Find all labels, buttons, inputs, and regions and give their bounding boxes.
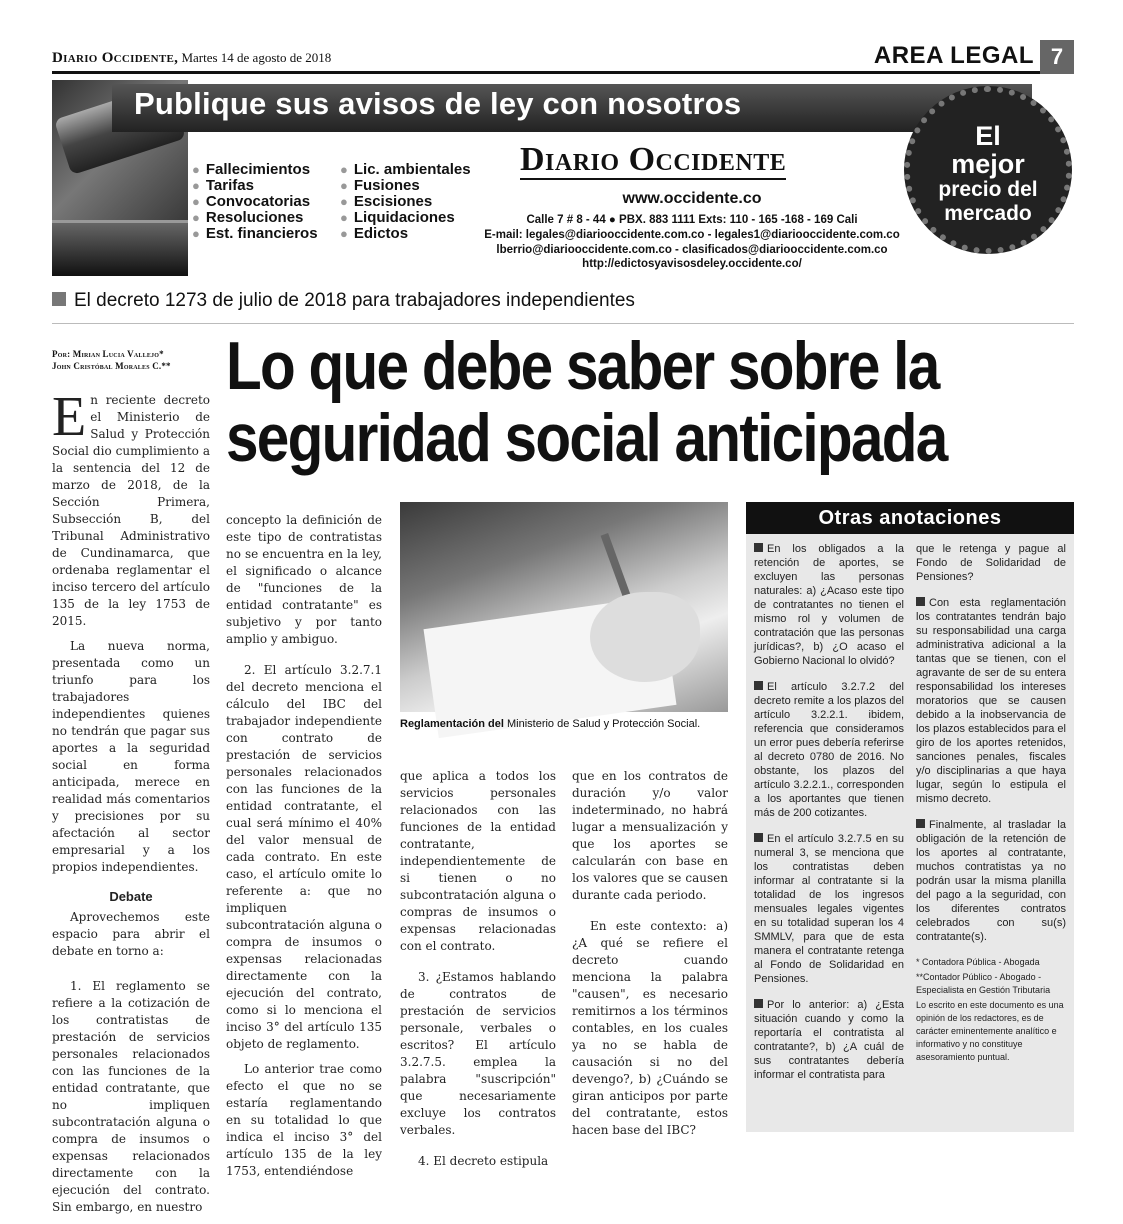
ad-website: www.occidente.co xyxy=(622,190,762,207)
ad-url: http://edictosyavisosdeley.occidente.co/ xyxy=(582,258,802,270)
footnotes xyxy=(916,956,1066,1064)
article-column-4 xyxy=(572,768,728,1147)
seal-line: mejor xyxy=(951,149,1025,179)
square-bullet-icon xyxy=(916,819,925,828)
service-item: ● Fallecimientos xyxy=(192,162,318,178)
square-bullet-icon xyxy=(754,543,763,552)
service-item: ● Tarifas xyxy=(192,178,318,194)
ad-email-2: lberrio@diariooccidente.com.co - clasificados@diariooccidente.com.co xyxy=(496,244,888,256)
sidebar-column-1 xyxy=(754,542,904,1094)
masthead-name: Diario Occidente, xyxy=(52,50,179,66)
service-item: ● Liquidaciones xyxy=(340,210,471,226)
sidebar-paragraph xyxy=(754,998,904,1082)
paragraph: concepto la definición de este tipo de contratistas no se encuentra en la ley, el significado o alcance de "funciones de la entidad contratante" es subjetivo y por tanto amplio y ambiguo. xyxy=(226,513,382,646)
services-list-2 xyxy=(340,162,471,242)
ad-email-1: E-mail: legales@diariooccidente.com.co - legales1@diariooccidente.com.co xyxy=(484,229,900,241)
sidebar-box xyxy=(746,502,1074,1132)
service-item: ● Edictos xyxy=(340,226,471,242)
seal-line: precio del xyxy=(938,178,1038,201)
headline-line-2: seguridad social anticipada xyxy=(226,400,947,476)
square-bullet-icon xyxy=(916,597,925,606)
headline xyxy=(226,330,957,474)
sidebar-text: En los obligados a la retención de aportes, se excluyen las personas naturales: a) ¿Acaso este tipo de contratantes no tienen el mismo rol y volumen de contratación que las personas jurídicas?, b) ¿O acaso el Gobierno Nacional lo olvidó? xyxy=(754,543,904,667)
paragraph: que aplica a todos los servicios personales relacionados con las funciones de la entidad contratante, independientemente de si tienen o no subcontratación alguna o compras de insumos o expensas relacionadas con el contrato. xyxy=(400,769,556,953)
sidebar-text: El artículo 3.2.7.2 del decreto remite a los plazos del artículo 3.2.2.1. ibidem, referencia que consideramos un error pues debería referirse al decreto 0780 de 2016. No obstante, los plazos del artículo 3.2.2.1., corresponden a los aportantes que tienen más de 200 cotizantes. xyxy=(754,681,904,819)
advertisement-banner xyxy=(52,80,1074,276)
square-bullet-icon xyxy=(754,833,763,842)
sidebar-text: En el artículo 3.2.7.5 en su numeral 3, se menciona que los contratistas deben informar al contratante si la totalidad de los ingresos mensuales legales vigentes en su totalidad superan los 4 SMMLV, para que de esta manera el contratante retenga al Fondo de Solidaridad en Pensiones. xyxy=(754,833,904,985)
kicker-text: El decreto 1273 de julio de 2018 para trabajadores independientes xyxy=(74,290,635,311)
square-bullet-icon xyxy=(52,292,66,306)
sidebar-paragraph xyxy=(754,542,904,668)
service-item: ● Escisiones xyxy=(340,194,471,210)
sidebar-title: Otras anotaciones xyxy=(746,502,1074,534)
article-column-1 xyxy=(52,386,210,1224)
page-number: 7 xyxy=(1040,40,1074,74)
masthead xyxy=(52,50,331,67)
section-title: AREA LEGAL xyxy=(873,42,1034,69)
ad-address: Calle 7 # 8 - 44 ● PBX. 883 1111 Exts: 110 - 165 -168 - 169 Cali xyxy=(526,214,858,226)
paragraph: En este contexto: a) ¿A qué se refiere el decreto cuando menciona la palabra "causen", es necesario remitirnos a los términos contables, en los cuales ya no se habla de causación si no del devengo?, b) ¿Cuándo se giran anticipos por parte del contratante, estos hacen base del IBC? xyxy=(572,919,728,1137)
footnote: * Contadora Pública - Abogada xyxy=(916,957,1040,967)
drop-cap: E xyxy=(52,386,87,448)
seal-text xyxy=(910,122,1066,226)
seal-line: El xyxy=(975,121,1001,151)
footnote: **Contador Público - Abogado - Especialista en Gestión Tributaria xyxy=(916,972,1051,995)
article-kicker xyxy=(52,290,1074,324)
service-item: ● Resoluciones xyxy=(192,210,318,226)
photo-hand xyxy=(590,592,700,682)
caption-bold: Reglamentación del xyxy=(400,718,504,730)
sidebar-paragraph xyxy=(754,680,904,820)
paragraph: 2. El artículo 3.2.7.1 del decreto menciona el cálculo del IBC del trabajador independiente con contrato de prestación de servicios personales relacionados con las funciones de la entidad contratante, el cual será mínimo el 40% del valor mensual de cada contrato. En este caso, el artículo omite lo referente a: que no impliquen subcontratación alguna o compra de insumos o expensas relacionadas directamente con la ejecución del contrato, como si lo menciona el inciso 3° del artículo 135 objeto de reglamento. xyxy=(226,663,382,1051)
subheading: Debate xyxy=(109,889,153,904)
paragraph: La nueva norma, presentada como un triunfo para los trabajadores independientes quienes no tendrán que pagar sus aportes a la seguridad social en forma anticipada, merece en realidad más comentarios y precisiones por su afectación al sector empresarial y a los propios independientes. xyxy=(52,639,210,874)
service-item: ● Lic. ambientales xyxy=(340,162,471,178)
photo-caption xyxy=(400,718,728,731)
brand-logo: Diario Occidente xyxy=(520,141,787,178)
page-header xyxy=(52,44,1074,74)
paragraph: 4. El decreto estipula xyxy=(418,1154,549,1168)
paragraph-text: n reciente decreto el Ministerio de Salud y Protección Social dio cumplimiento a la sentencia del 12 de marzo de 2018, de la Sección Primera, Subsección B, del Tribunal Administrativo de Cundinamarca, que ordenaba reglamentar el inciso tercero del artículo 135 de la ley 1753 de 2015. xyxy=(52,393,210,628)
headline-line-1: Lo que debe saber sobre la xyxy=(226,328,939,404)
service-item: ● Fusiones xyxy=(340,178,471,194)
paragraph: 1. El reglamento se refiere a la cotización de los contratistas de prestación de servicios personales relacionados con las funciones de la entidad contratante, que no impliquen subcontratación alguna o compra de insumos o expensas relacionados directamente con la ejecución del contrato. Sin embargo, en nuestro xyxy=(52,979,210,1214)
paragraph: 3. ¿Estamos hablando de contratos de prestación de servicios personale, verbales o escritos? El artículo 3.2.7.5. emplea la palabra "suscripción" que necesariamente excluye los contratos verbales. xyxy=(400,970,556,1137)
article-photo xyxy=(400,502,728,712)
footnote: Lo escrito en este documento es una opinión de los redactores, es de carácter eminentemente analítico e informativo y no constituye asesoramiento puntual. xyxy=(916,1000,1064,1062)
article-column-3 xyxy=(400,768,556,1178)
byline-author-2: John Cristóbal Morales C.** xyxy=(52,361,171,371)
sidebar-text: Finalmente, al trasladar la obligación de la retención de los aportes al contratante, muchos contratistas ya no podrán usar la misma planilla del pago a la seguridad, con los diferentes contratos celebrados con su(s) contratante(s). xyxy=(916,819,1066,943)
paragraph: Lo anterior trae como efecto el que no se estaría reglamentando en su totalidad lo que indica el inciso 3° del artículo 135 de la ley 1753, entendiéndose xyxy=(226,1062,382,1178)
seal-line: mercado xyxy=(944,202,1032,225)
gavel-base xyxy=(52,220,188,276)
caption-text: Ministerio de Salud y Protección Social. xyxy=(506,718,701,730)
byline-author-1: Por: Mirian Lucia Vallejo* xyxy=(52,349,164,359)
square-bullet-icon xyxy=(754,681,763,690)
paragraph: Aprovechemos este espacio para abrir el debate en torno a: xyxy=(52,910,210,958)
byline xyxy=(52,348,171,372)
price-seal xyxy=(904,86,1072,254)
sidebar-paragraph xyxy=(754,832,904,986)
ad-title: Publique sus avisos de ley con nosotros xyxy=(134,86,742,121)
service-item: ● Est. financieros xyxy=(192,226,318,242)
sidebar-paragraph: que le retenga y pague al Fondo de Solidaridad de Pensiones? xyxy=(916,543,1066,583)
paragraph xyxy=(52,386,210,630)
paragraph: que en los contratos de duración y/o valor indeterminado, no habrá lugar a mensualización y que los aportes se calcularán con base en los valores que se causen durante cada periodo. xyxy=(572,769,728,902)
sidebar-text: Con esta reglamentación los contratantes tendrán bajo su responsabilidad una carga administrativa adicional a la tantas que se tienen, con el agravante de ser de su entera responsabilidad los intereses moratorios que se causen debido a la inobservancia de los plazos establecidos para el giro de los aportes retenidos, sanciones penales, fiscales y/o disciplinarias a que haya lugar, según lo estipula el mismo decreto. xyxy=(916,597,1066,805)
article-column-2 xyxy=(226,512,382,1188)
services-list-1 xyxy=(192,162,318,242)
sidebar-paragraph xyxy=(916,818,1066,944)
sidebar-column-2 xyxy=(916,542,1066,1066)
sidebar-paragraph xyxy=(916,596,1066,806)
square-bullet-icon xyxy=(754,999,763,1008)
service-item: ● Convocatorias xyxy=(192,194,318,210)
masthead-date: Martes 14 de agosto de 2018 xyxy=(181,50,332,65)
sidebar-text: Por lo anterior: a) ¿Esta situación cuando y como la reportaría el contratista al contratante?, b) ¿A cuál de sus contratantes debería informar el contratista para xyxy=(754,999,904,1081)
